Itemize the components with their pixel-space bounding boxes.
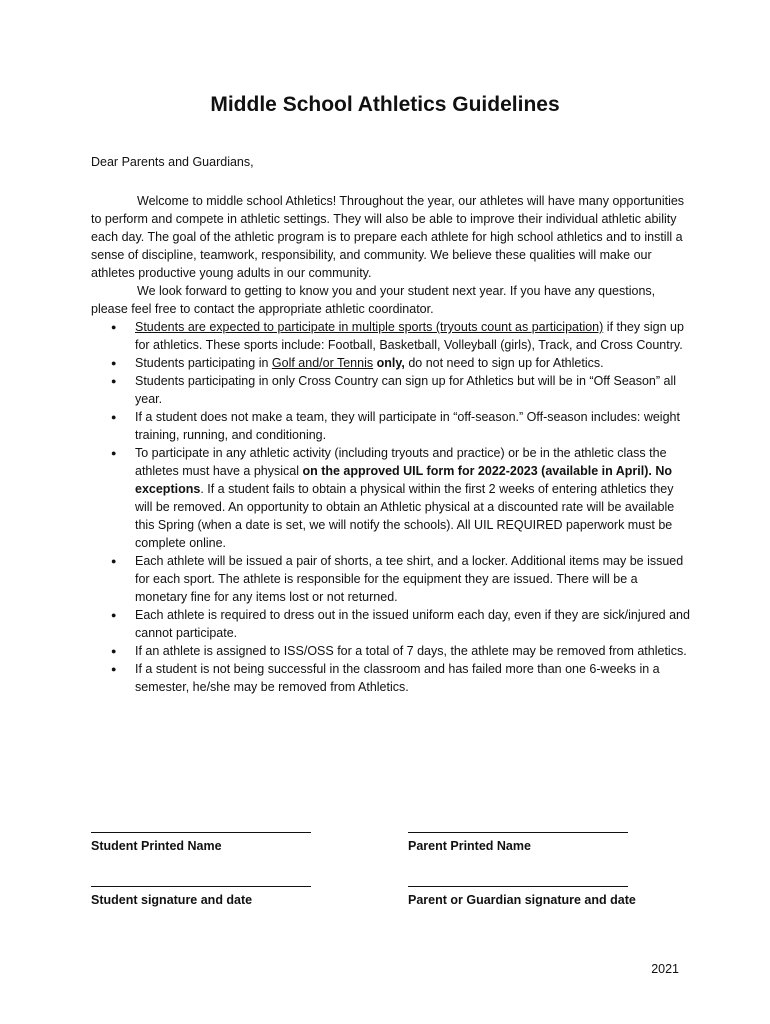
parent-signature-line[interactable] bbox=[408, 886, 636, 907]
underlined-text: Students are expected to participate in multiple sports (tryouts count as participation) bbox=[135, 320, 604, 334]
guidelines-list bbox=[91, 318, 691, 696]
salutation: Dear Parents and Guardians, bbox=[91, 155, 254, 169]
list-item: ● Students are expected to participate in multiple sports (tryouts count as participation) if they sign up for athletics. These sports include: Football, Basketball, Volleyball (girls), Track, and Cross Country. bbox=[135, 318, 691, 354]
paragraph-welcome: Welcome to middle school Athletics! Throughout the year, our athletes will have many opportunities to perform and compete in athletic settings. They will also be able to improve their individual athletic ability each day. The goal of the athletic program is to prepare each athlete for high school athletics and to instill a sense of discipline, teamwork, responsibility, and community. We believe these qualities will make our athletes productive young adults in our community. bbox=[91, 194, 685, 280]
bold-text: on the approved UIL form for 2022-2023 (available in April). No exceptions bbox=[135, 464, 672, 496]
parent-signature-label: Parent or Guardian signature and date bbox=[408, 893, 636, 907]
student-name-label: Student Printed Name bbox=[91, 839, 222, 853]
bold-text: only, bbox=[373, 356, 405, 370]
parent-name-signature-line[interactable] bbox=[408, 832, 628, 853]
list-item: ● To participate in any athletic activity (including tryouts and practice) or be in the athletic class the athletes must have a physical on the approved UIL form for 2022-2023 (available in April). No exceptions. If a student fails to obtain a physical within the first 2 weeks of entering athletics they will be removed. An opportunity to obtain an Athletic physical at a discounted rate will be available this Spring (when a date is set, we will notify the schools). All UIL REQUIRED paperwork must be complete online. bbox=[135, 444, 691, 552]
list-item: ● Each athlete is required to dress out in the issued uniform each day, even if they are sick/injured and cannot participate. bbox=[135, 606, 691, 642]
list-item: ● If a student is not being successful in the classroom and has failed more than one 6-weeks in a semester, he/she may be removed from Athletics. bbox=[135, 660, 691, 696]
list-item: ● Each athlete will be issued a pair of shorts, a tee shirt, and a locker. Additional items may be issued for each sport. The athlete is responsible for the equipment they are issued. There will be a monetary fine for any items lost or not returned. bbox=[135, 552, 691, 606]
list-item: ● Students participating in Golf and/or Tennis only, do not need to sign up for Athletics. bbox=[135, 354, 691, 372]
student-name-signature-line[interactable] bbox=[91, 832, 311, 853]
student-signature-line[interactable] bbox=[91, 886, 311, 907]
parent-name-label: Parent Printed Name bbox=[408, 839, 531, 853]
list-item: ● If a student does not make a team, they will participate in “off-season.” Off-season includes: weight training, running, and conditioning. bbox=[135, 408, 691, 444]
student-signature-label: Student signature and date bbox=[91, 893, 253, 907]
list-item: ● Students participating in only Cross Country can sign up for Athletics but will be in “Off Season” all year. bbox=[135, 372, 691, 408]
body-text bbox=[91, 192, 691, 696]
underlined-text: Golf and/or Tennis bbox=[271, 356, 374, 370]
footer-year: 2021 bbox=[651, 962, 679, 976]
list-item: ● If an athlete is assigned to ISS/OSS for a total of 7 days, the athlete may be removed from athletics. bbox=[135, 642, 691, 660]
document-title: Middle School Athletics Guidelines bbox=[210, 93, 560, 116]
paragraph-contact: We look forward to getting to know you and your student next year. If you have any questions, please feel free to contact the appropriate athletic coordinator. bbox=[91, 284, 656, 316]
